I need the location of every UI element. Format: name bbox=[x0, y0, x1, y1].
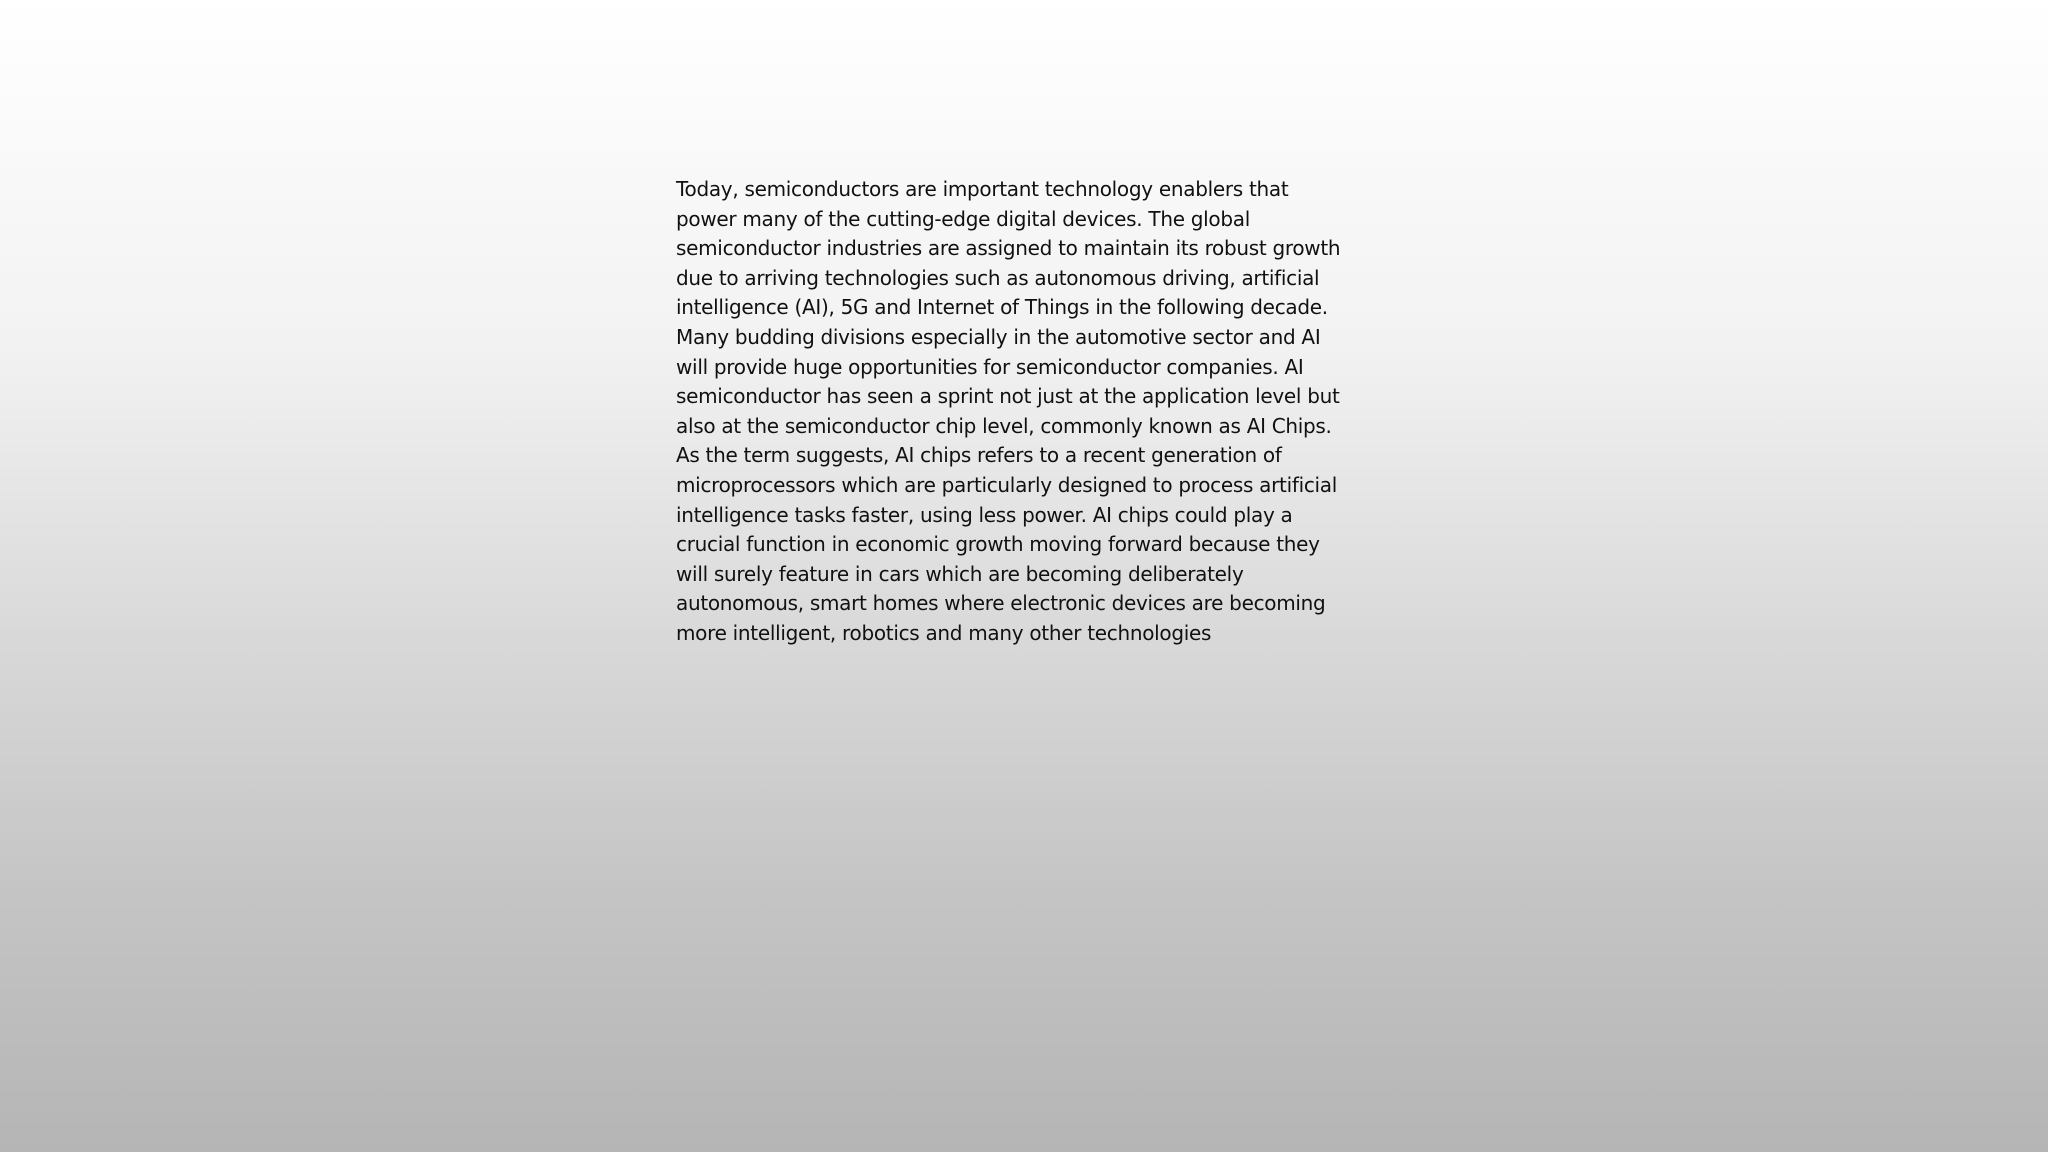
paragraph-line: more intelligent, robotics and many other technologies bbox=[676, 620, 1212, 645]
paragraph-line: intelligence (AI), 5G and Internet of Things in the following decade. bbox=[676, 295, 1328, 320]
paragraph-line: due to arriving technologies such as autonomous driving, artificial bbox=[676, 265, 1320, 290]
paragraph-line: Today, semiconductors are important technology enablers that bbox=[676, 177, 1289, 201]
paragraph-line: autonomous, smart homes where electronic devices are becoming bbox=[676, 591, 1326, 616]
paragraph-line: semiconductor has seen a sprint not just at the application level but bbox=[676, 384, 1340, 409]
paragraph-line: power many of the cutting-edge digital devices. The global bbox=[676, 206, 1250, 231]
paragraph-line: crucial function in economic growth moving forward because they bbox=[676, 532, 1320, 557]
paragraph-line: semiconductor industries are assigned to maintain its robust growth bbox=[676, 236, 1341, 261]
body-text-box bbox=[676, 175, 1396, 649]
paragraph-line: Many budding divisions especially in the automotive sector and AI bbox=[676, 324, 1321, 349]
paragraph-line: intelligence tasks faster, using less power. AI chips could play a bbox=[676, 502, 1293, 527]
paragraph-line: also at the semiconductor chip level, commonly known as AI Chips. bbox=[676, 413, 1332, 438]
paragraph-line: will provide huge opportunities for semiconductor companies. AI bbox=[676, 354, 1304, 379]
paragraph-line: As the term suggests, AI chips refers to a recent generation of bbox=[676, 443, 1282, 468]
paragraph-line: will surely feature in cars which are becoming deliberately bbox=[676, 561, 1244, 586]
paragraph-line: microprocessors which are particularly designed to process artificial bbox=[676, 472, 1337, 497]
